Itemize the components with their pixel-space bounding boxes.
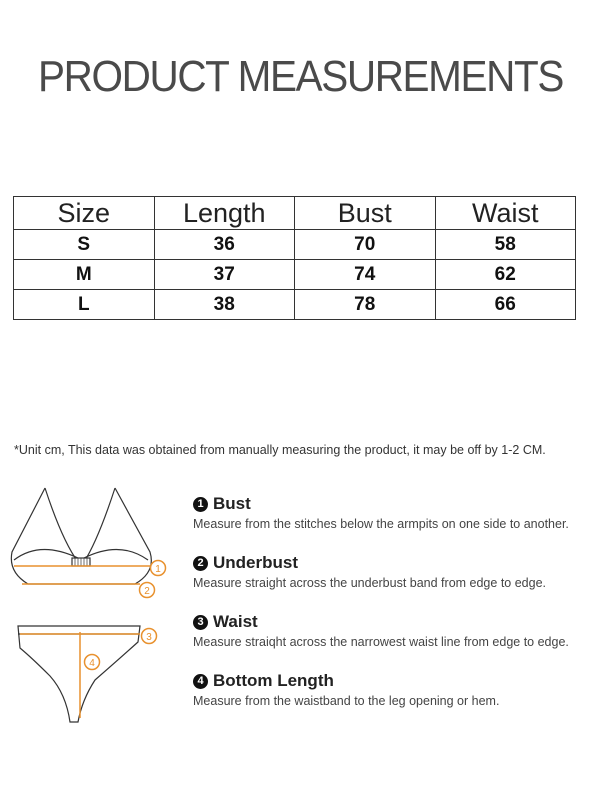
page-title: PRODUCT MEASUREMENTS bbox=[38, 52, 563, 101]
number-2-icon: 2 bbox=[193, 556, 208, 571]
unit-note: *Unit cm, This data was obtained from manually measuring the product, it may be off by 1-2 CM. bbox=[14, 443, 546, 457]
svg-text:4: 4 bbox=[89, 658, 95, 669]
cell-bust: 78 bbox=[295, 290, 436, 320]
measurement-description: Measure straight across the underbust band from edge to edge. bbox=[193, 576, 546, 590]
marker-2 bbox=[140, 583, 155, 598]
svg-text:2: 2 bbox=[144, 586, 150, 597]
number-4-icon: 4 bbox=[193, 674, 208, 689]
marker-4 bbox=[85, 655, 100, 670]
cell-size: S bbox=[14, 230, 155, 260]
measurement-name: Bust bbox=[213, 494, 251, 513]
marker-3 bbox=[142, 629, 157, 644]
cell-waist: 66 bbox=[435, 290, 576, 320]
size-table bbox=[13, 196, 576, 320]
measurement-bottom-length bbox=[193, 671, 499, 708]
cell-waist: 62 bbox=[435, 260, 576, 290]
measurement-description: Measure from the stitches below the armpits on one side to another. bbox=[193, 517, 569, 531]
measurement-bust bbox=[193, 494, 569, 531]
svg-text:1: 1 bbox=[155, 564, 161, 575]
cell-size: M bbox=[14, 260, 155, 290]
header-length: Length bbox=[154, 197, 295, 230]
garment-diagram bbox=[0, 480, 180, 730]
header-waist: Waist bbox=[435, 197, 576, 230]
table-row bbox=[14, 290, 576, 320]
cell-bust: 74 bbox=[295, 260, 436, 290]
cell-length: 38 bbox=[154, 290, 295, 320]
number-1-icon: 1 bbox=[193, 497, 208, 512]
measurement-description: Measure straiqht across the narrowest waist line from edge to edge. bbox=[193, 635, 569, 649]
table-row bbox=[14, 260, 576, 290]
table-row bbox=[14, 230, 576, 260]
measurement-name: Bottom Length bbox=[213, 671, 334, 690]
cell-bust: 70 bbox=[295, 230, 436, 260]
measurement-name: Waist bbox=[213, 612, 258, 631]
bra-outline bbox=[11, 488, 151, 584]
number-3-icon: 3 bbox=[193, 615, 208, 630]
measurement-name: Underbust bbox=[213, 553, 298, 572]
header-size: Size bbox=[14, 197, 155, 230]
cell-length: 36 bbox=[154, 230, 295, 260]
bottom-outline bbox=[18, 626, 140, 722]
measurement-waist bbox=[193, 612, 569, 649]
cell-size: L bbox=[14, 290, 155, 320]
table-header-row bbox=[14, 197, 576, 230]
cell-length: 37 bbox=[154, 260, 295, 290]
measurement-description: Measure from the waistband to the leg opening or hem. bbox=[193, 694, 500, 708]
cell-waist: 58 bbox=[435, 230, 576, 260]
measurement-underbust bbox=[193, 553, 546, 590]
marker-1 bbox=[151, 561, 166, 576]
svg-text:3: 3 bbox=[146, 632, 152, 643]
header-bust: Bust bbox=[295, 197, 436, 230]
